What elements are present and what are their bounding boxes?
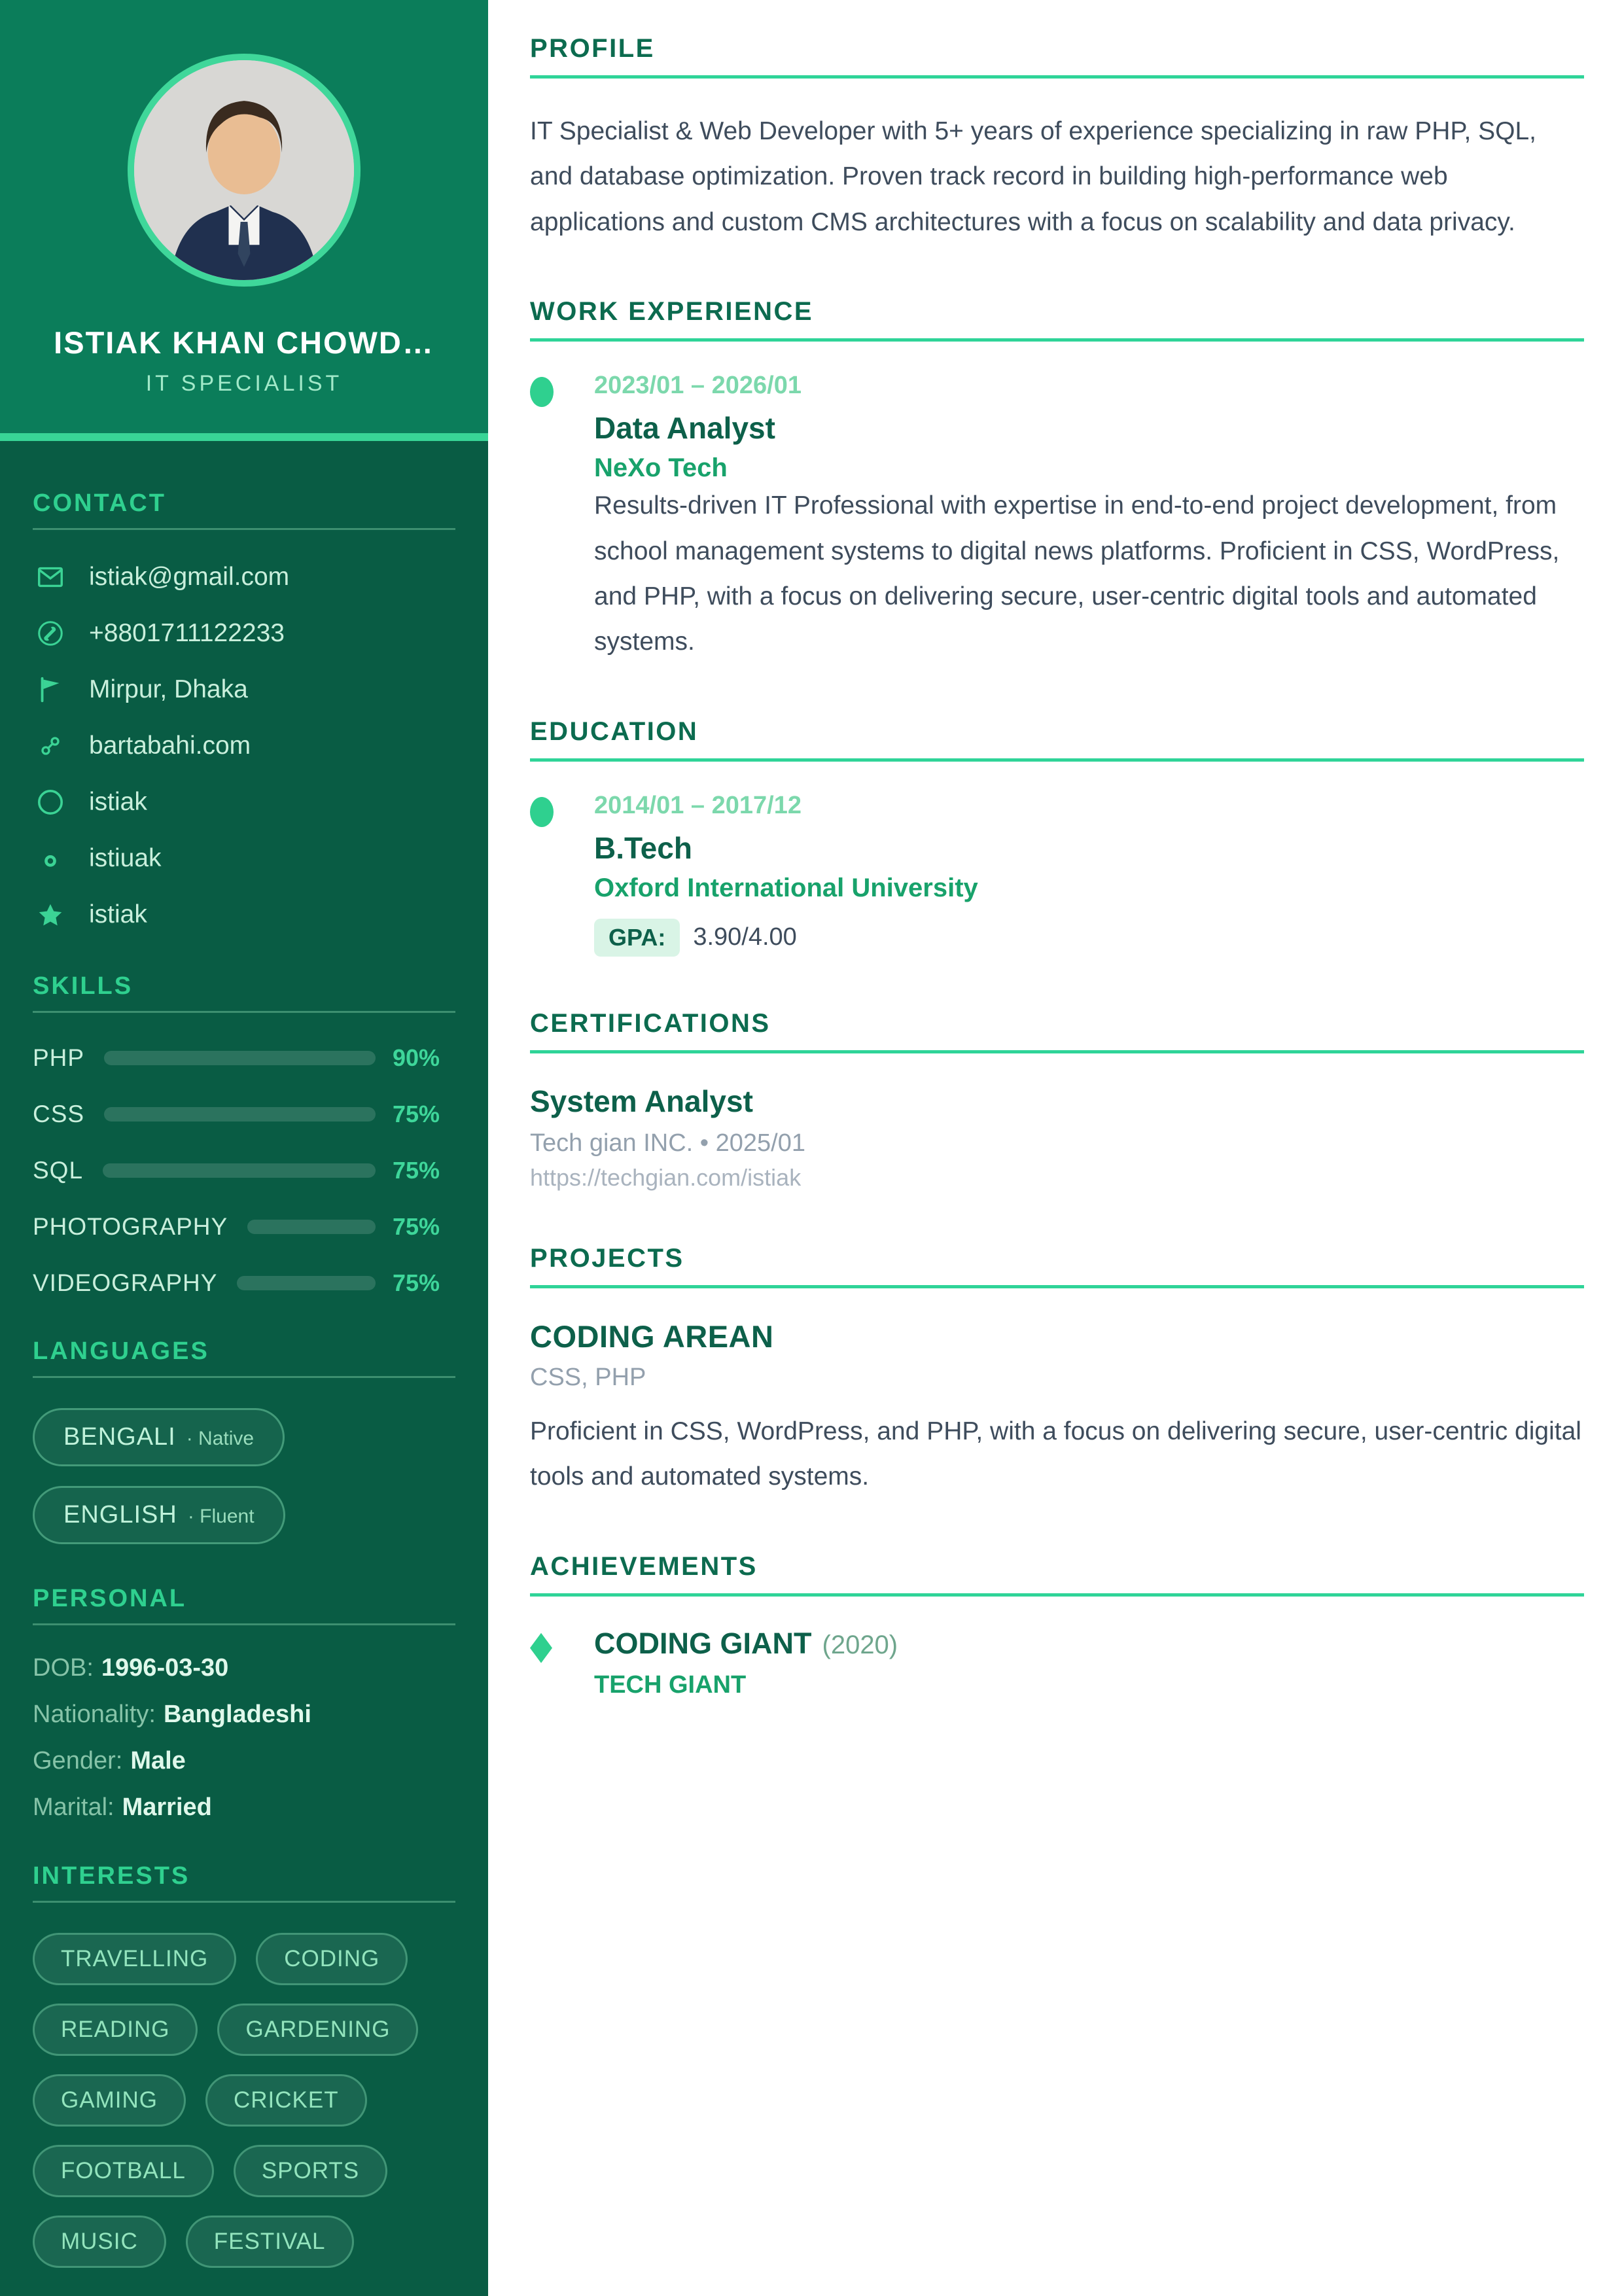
interest-row: [33, 1933, 455, 1985]
social-star-icon: [33, 900, 68, 930]
education-school: Oxford International University: [594, 873, 978, 902]
skill-bar: [104, 1107, 376, 1122]
timeline-bullet-col: [530, 792, 594, 957]
skill-percent: 90%: [393, 1044, 440, 1071]
achievement-bullet-col: [530, 1627, 594, 1699]
work-entry: [530, 372, 1584, 665]
email-icon: [33, 562, 68, 592]
personal-value: Bangladeshi: [163, 1701, 311, 1728]
accent-divider: [0, 433, 488, 441]
achievement-entry-body: [594, 1627, 898, 1699]
achievements-heading: ACHIEVEMENTS: [530, 1551, 758, 1581]
certifications-heading: CERTIFICATIONS: [530, 1008, 771, 1038]
skill-name: PHOTOGRAPHY: [33, 1213, 228, 1240]
gpa-badge: GPA:: [594, 919, 680, 957]
interest-row: [33, 2216, 455, 2268]
personal-heading: PERSONAL: [33, 1585, 187, 1612]
interest-pill: GAMING: [33, 2074, 186, 2127]
interest-pill: SPORTS: [234, 2145, 387, 2197]
section-underline: [530, 1050, 1584, 1053]
interests-section: [33, 1862, 455, 2268]
language-row: [33, 1408, 455, 1466]
profile-text: IT Specialist & Web Developer with 5+ years of experience specializing in raw PHP, SQL, and database optimization. Proven track record in building high-performance web applications and custom CMS architectures with a focus on scalability and data privacy.: [530, 117, 1537, 236]
contact-item-location: [33, 673, 455, 707]
personal-label: DOB:: [33, 1654, 94, 1682]
skills-heading: SKILLS: [33, 972, 133, 1000]
contact-item-phone[interactable]: [33, 616, 455, 650]
personal-value: 1996-03-30: [101, 1654, 229, 1682]
timeline-dot-icon: [530, 797, 554, 827]
contact-value: bartabahi.com: [89, 732, 251, 760]
education-heading: EDUCATION: [530, 716, 699, 746]
contact-value: istiak@gmail.com: [89, 563, 290, 591]
interest-pill: TRAVELLING: [33, 1933, 236, 1985]
skill-row: [33, 1101, 455, 1128]
interests-list: [33, 1933, 455, 2268]
personal-section: [33, 1585, 455, 1822]
personal-row: [33, 1747, 455, 1775]
projects-section: [530, 1244, 1584, 1500]
profile-photo: [134, 60, 354, 280]
interest-row: [33, 2004, 455, 2056]
personal-row: [33, 1701, 455, 1729]
project-entry: [530, 1318, 1584, 1500]
skill-name: VIDEOGRAPHY: [33, 1269, 218, 1296]
interest-pill: FOOTBALL: [33, 2145, 214, 2197]
skill-bar: [103, 1163, 376, 1178]
skill-percent: 75%: [393, 1269, 440, 1296]
contact-value: istiuak: [89, 844, 162, 872]
diamond-bullet-icon: [530, 1633, 552, 1663]
certification-title: System Analyst: [530, 1084, 753, 1118]
main-content: [488, 0, 1622, 2296]
languages-list: [33, 1408, 455, 1544]
work-job-title: Data Analyst: [594, 411, 775, 446]
languages-section: [33, 1337, 455, 1544]
work-entry-body: [594, 372, 1584, 665]
skill-row: [33, 1044, 455, 1072]
website-link-icon: [33, 733, 68, 759]
skills-section: [33, 972, 455, 1297]
work-dates: 2023/01 – 2026/01: [594, 372, 802, 400]
skill-name: CSS: [33, 1101, 85, 1127]
certification-entry: [530, 1084, 1584, 1192]
education-dates: 2014/01 – 2017/12: [594, 791, 802, 819]
interest-pill: READING: [33, 2004, 198, 2056]
language-row: [33, 1486, 455, 1544]
gpa-value: 3.90/4.00: [693, 923, 797, 951]
interest-pill: FESTIVAL: [186, 2216, 354, 2268]
timeline-bullet-col: [530, 372, 594, 665]
education-entry: [530, 792, 1584, 957]
profile-heading: PROFILE: [530, 34, 655, 63]
personal-value: Male: [130, 1747, 186, 1775]
sidebar: [0, 0, 488, 2296]
language-pill: [33, 1486, 285, 1544]
skill-row: [33, 1157, 455, 1184]
achievements-section: [530, 1552, 1584, 1699]
achievement-organization: TECH GIANT: [594, 1670, 747, 1699]
skills-list: [33, 1044, 455, 1297]
section-underline: [530, 1593, 1584, 1597]
personal-label: Gender:: [33, 1747, 123, 1775]
achievement-title-row: [594, 1627, 898, 1661]
interest-pill: CODING: [256, 1933, 408, 1985]
timeline-dot-icon: [530, 377, 554, 407]
contact-value: istiak: [89, 900, 147, 928]
education-section: [530, 717, 1584, 957]
certifications-section: [530, 1009, 1584, 1192]
skill-name: PHP: [33, 1044, 85, 1071]
phone-icon: [33, 618, 68, 648]
interests-heading: INTERESTS: [33, 1862, 190, 1890]
skill-percent: 75%: [393, 1157, 440, 1184]
work-company: NeXo Tech: [594, 453, 728, 483]
candidate-title: IT SPECIALIST: [145, 371, 343, 396]
project-technologies: CSS, PHP: [530, 1363, 646, 1391]
project-description: Proficient in CSS, WordPress, and PHP, with a focus on delivering secure, user-centric digital tools and automated systems.: [530, 1417, 1581, 1491]
skill-bar: [247, 1220, 376, 1234]
work-description: Results-driven IT Professional with expertise in end-to-end project development, from school management systems to digital news platforms. Proficient in CSS, WordPress, and PHP, with a focus on delivering secure, user-centric digital tools and automated systems.: [594, 491, 1560, 656]
interest-row: [33, 2145, 455, 2197]
education-degree: B.Tech: [594, 830, 692, 865]
achievement-title: CODING GIANT: [594, 1626, 812, 1660]
contact-item-social-2[interactable]: [33, 841, 455, 875]
contact-item-website[interactable]: [33, 729, 455, 763]
interest-pill: MUSIC: [33, 2216, 166, 2268]
skill-name: SQL: [33, 1157, 84, 1184]
project-title: CODING AREAN: [530, 1318, 774, 1354]
work-experience-heading: WORK EXPERIENCE: [530, 297, 814, 327]
contact-value: Mirpur, Dhaka: [89, 675, 248, 703]
achievement-year: (2020): [822, 1630, 898, 1659]
location-flag-icon: [33, 675, 68, 705]
social-circle-icon: [33, 786, 68, 818]
contact-item-email[interactable]: [33, 560, 455, 594]
language-name: BENGALI: [63, 1423, 176, 1451]
sidebar-body: [0, 441, 488, 2296]
projects-heading: PROJECTS: [530, 1243, 684, 1273]
interest-row: [33, 2074, 455, 2127]
language-level: · Native: [186, 1428, 255, 1449]
section-underline: [530, 338, 1584, 342]
contact-value: istiak: [89, 788, 147, 816]
section-rule: [33, 1011, 455, 1013]
candidate-name: ISTIAK KHAN CHOWD…: [54, 325, 434, 360]
section-underline: [530, 758, 1584, 762]
section-rule: [33, 1376, 455, 1378]
language-pill: [33, 1408, 285, 1466]
contact-item-social-1[interactable]: [33, 785, 455, 819]
contact-value: +8801711122233: [89, 619, 285, 647]
skill-percent: 75%: [393, 1213, 440, 1240]
languages-heading: LANGUAGES: [33, 1337, 209, 1365]
personal-label: Nationality:: [33, 1701, 156, 1728]
profile-section: [530, 34, 1584, 245]
skill-percent: 75%: [393, 1101, 440, 1127]
language-name: ENGLISH: [63, 1501, 177, 1528]
avatar: [128, 54, 361, 287]
sidebar-header: [0, 0, 488, 433]
skill-bar: [104, 1051, 376, 1065]
personal-label: Marital:: [33, 1793, 115, 1821]
language-level: · Fluent: [187, 1506, 255, 1527]
skill-row: [33, 1213, 455, 1241]
section-rule: [33, 528, 455, 530]
interest-pill: GARDENING: [217, 2004, 418, 2056]
work-experience-section: [530, 297, 1584, 665]
education-entry-body: [594, 792, 978, 957]
contact-list: [33, 560, 455, 932]
certification-url[interactable]: https://techgian.com/istiak: [530, 1163, 802, 1191]
personal-value: Married: [122, 1793, 212, 1821]
section-underline: [530, 1285, 1584, 1288]
interest-pill: CRICKET: [205, 2074, 367, 2127]
contact-heading: CONTACT: [33, 489, 166, 517]
personal-list: [33, 1654, 455, 1822]
section-underline: [530, 75, 1584, 79]
personal-row: [33, 1654, 455, 1682]
section-rule: [33, 1623, 455, 1625]
gpa-row: [594, 919, 978, 957]
skill-bar: [237, 1276, 376, 1290]
contact-section: [33, 489, 455, 932]
achievement-entry: [530, 1627, 1584, 1699]
personal-row: [33, 1793, 455, 1822]
certification-issuer-date: Tech gian INC. • 2025/01: [530, 1129, 806, 1157]
skill-row: [33, 1269, 455, 1297]
contact-item-social-3[interactable]: [33, 898, 455, 932]
social-dot-icon: [33, 843, 68, 874]
section-rule: [33, 1901, 455, 1903]
